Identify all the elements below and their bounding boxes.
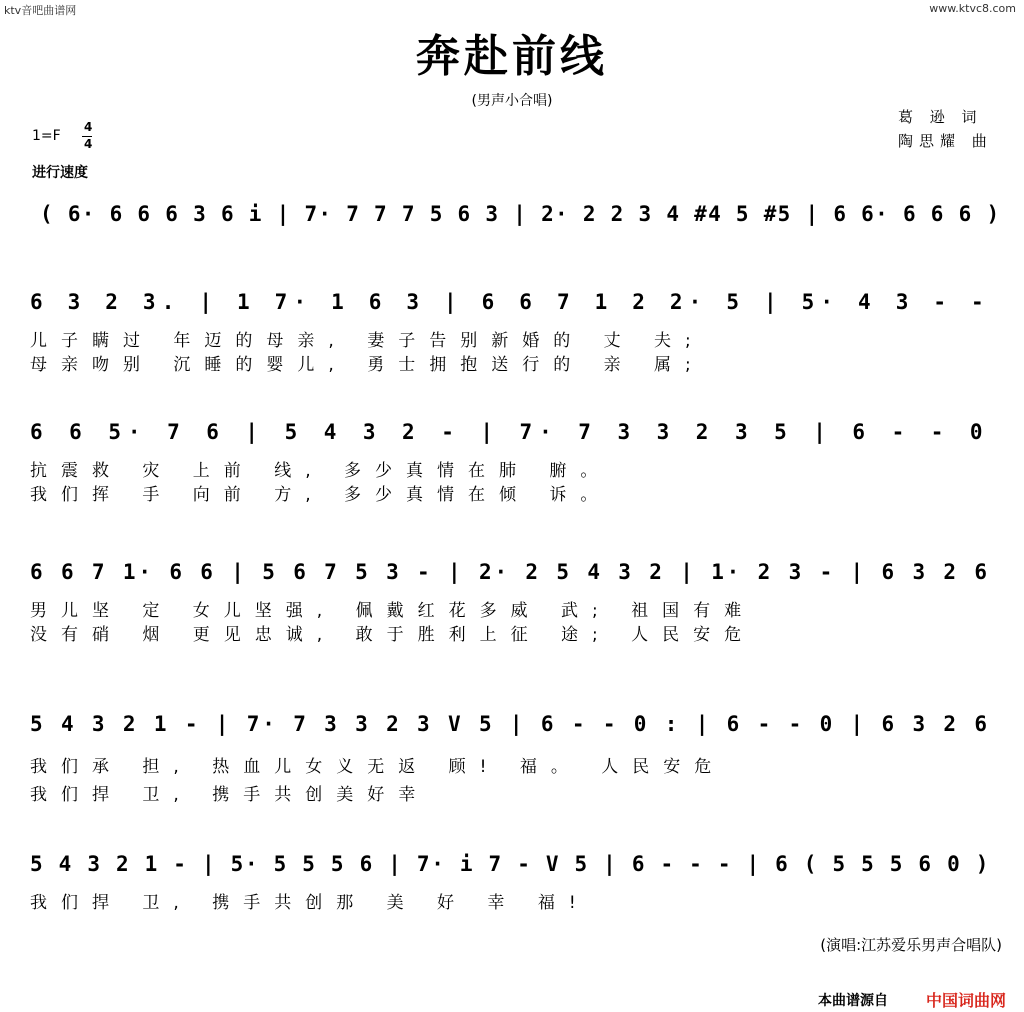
notation-text: 6 3 2 3. | 1 7· 1 6 3 | 6 6 7 1 2 2· 5 | 5· 4 3 - - <box>30 290 990 314</box>
time-signature-denominator: 4 <box>84 137 93 151</box>
song-subtitle: (男声小合唱) <box>471 93 553 109</box>
lyric-text: 没有硝 烟 更见忠诚, 敢于胜利上征 途; 人民安危 <box>30 625 756 645</box>
notation-line <box>0 708 1024 744</box>
key-signature: 1=F <box>32 128 61 144</box>
source-site-link[interactable]: 中国词曲网 <box>926 991 1007 1010</box>
notation-line <box>0 198 1024 234</box>
notation-text: ( 6· 6 6 6 3 6 i | 7· 7 7 7 5 6 3 | 2· 2 2 3 4 #4 5 #5 | 6 6· 6 6 6 ) <box>40 202 1001 226</box>
notation-text: 5 4 3 2 1 - | 7· 7 3 3 2 3 V 5 | 6 - - 0 : | 6 - - 0 | 6 3 2 6 <box>30 712 990 736</box>
notation-text: 6 6 5· 7 6 | 5 4 3 2 - | 7· 7 3 3 2 3 5 | 6 - - 0 <box>30 420 990 444</box>
time-signature-numerator: 4 <box>84 120 93 134</box>
lyric-text: 儿子瞒过 年迈的母亲, 妻子告别新婚的 丈 夫; <box>30 331 705 351</box>
performer-credit: (演唱:江苏爱乐男声合唱队) <box>820 936 1002 954</box>
watermark-left: ktv音吧曲谱网 <box>4 4 77 17</box>
lyric-text: 抗震救 灾 上前 线, 多少真情在肺 腑。 <box>30 461 612 481</box>
lyric-text: 我们捍 卫, 携手共创那 美 好 幸 福! <box>30 893 590 913</box>
lyric-text: 母亲吻别 沉睡的婴儿, 勇士拥抱送行的 亲 属; <box>30 355 705 375</box>
lyric-text: 我们承 担, 热血儿女义无返 顾! 福。 人民安危 <box>30 757 726 777</box>
notation-text: 6 6 7 1· 6 6 | 5 6 7 5 3 - | 2· 2 5 4 3 2 | 1· 2 3 - | 6 3 2 6 <box>30 560 990 584</box>
song-title: 奔赴前线 <box>416 31 608 82</box>
notation-line <box>0 416 1024 452</box>
lyricist: 葛 逊 词 <box>898 108 983 126</box>
lyric-text: 男儿坚 定 女儿坚强, 佩戴红花多威 武; 祖国有难 <box>30 601 756 621</box>
tempo-marking: 进行速度 <box>32 165 88 181</box>
notation-text: 5 4 3 2 1 - | 5· 5 5 5 6 | 7· i 7 - V 5 | 6 - - - | 6 ( 5 5 5 6 0 ) <box>30 852 991 876</box>
watermark-right: www.ktvc8.com <box>929 2 1016 15</box>
lyric-text: 我们挥 手 向前 方, 多少真情在倾 诉。 <box>30 485 612 505</box>
notation-line <box>0 286 1024 322</box>
composer: 陶思耀 曲 <box>898 132 993 150</box>
source-label: 本曲谱源自 <box>818 993 888 1009</box>
notation-line <box>0 848 1024 884</box>
lyric-text: 我们捍 卫, 携手共创美好幸 <box>30 785 430 805</box>
notation-line <box>0 556 1024 592</box>
